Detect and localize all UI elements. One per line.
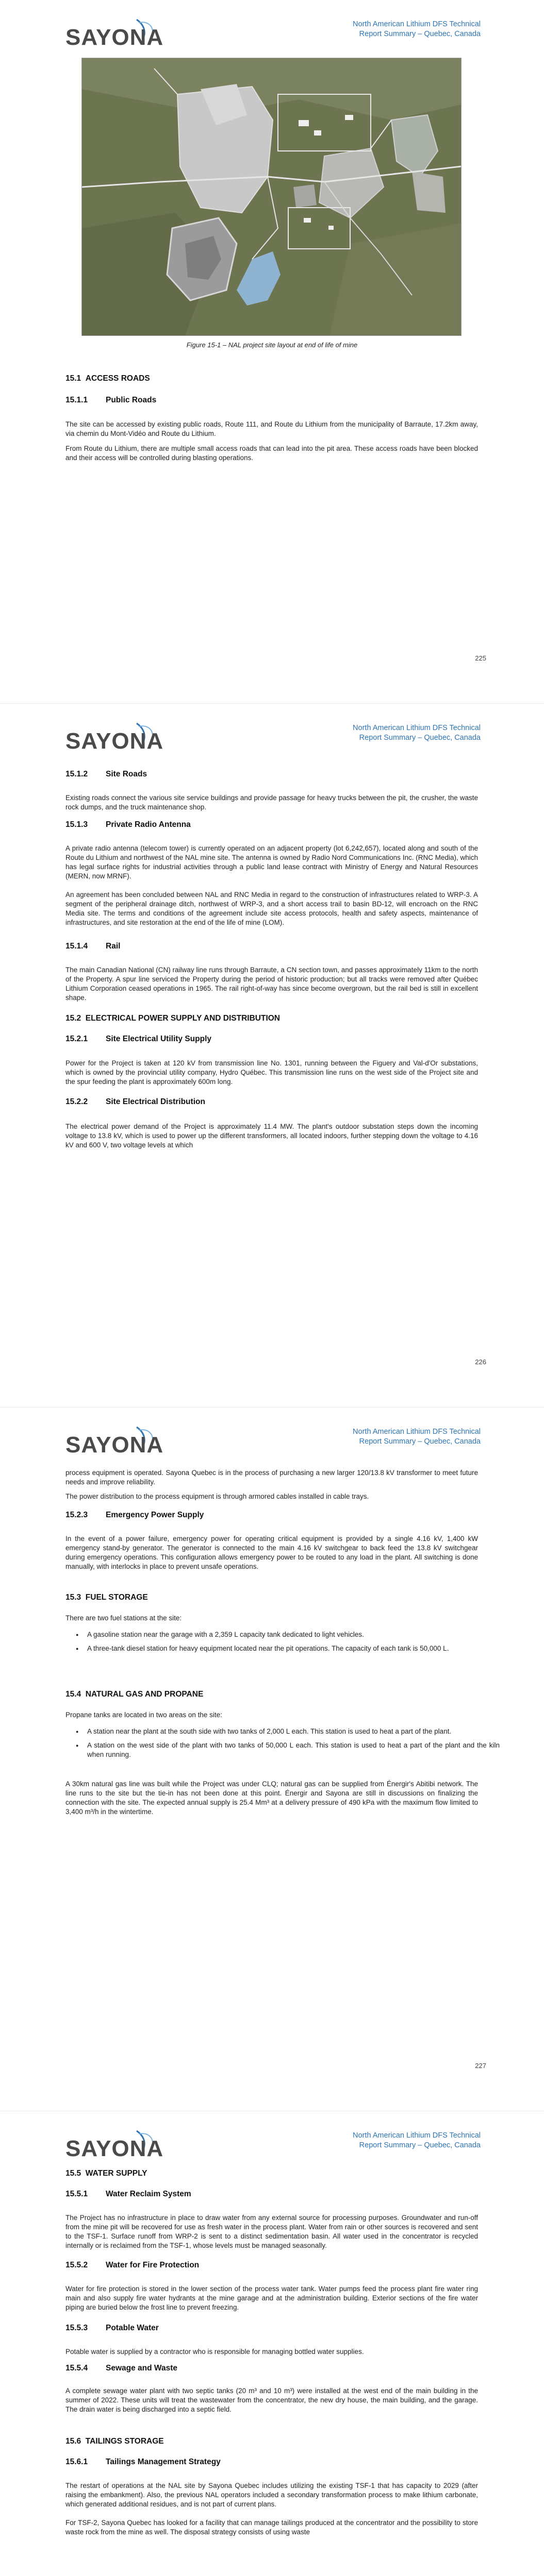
section-heading: 15.3 FUEL STORAGE	[65, 1593, 148, 1602]
subsection-heading: 15.5.3 Potable Water	[65, 2324, 159, 2332]
subsection-heading: 15.6.1 Tailings Management Strategy	[65, 2458, 221, 2466]
logo-text: SAYONA	[65, 728, 164, 754]
page-number: 227	[475, 2062, 486, 2070]
paragraph: There are two fuel stations at the site:	[65, 1614, 182, 1622]
sayona-logo	[65, 15, 169, 52]
paragraph: The power distribution to the process equipment is through armored cables installed in cable trays.	[65, 1493, 369, 1500]
paragraph: An agreement has been concluded between NAL and RNC Media in regard to the construction of infrastructures related to WRP-3. A segment of the peripheral drainage ditch, northwest of WRP-3, and a short access trail to basin BD-12, will encroach on the RNC Media site. The terms and conditions of the agreement include site access protocols, health and safety aspects, maintenance of infrastructures, and site restoration at the end of the life of mine (LOM).	[65, 891, 478, 926]
page-number: 225	[475, 654, 486, 662]
paragraph: Water for fire protection is stored in the lower section of the process water tank. Water pumps feed the process plant fire water ring main and also supply fire water hydrants at the mine garage and at the administration building. Exterior sections of the fire water piping are buried below the frost line to prevent freezing.	[65, 2285, 478, 2311]
subsection-heading: 15.1.1 Public Roads	[65, 396, 157, 404]
report-header	[353, 723, 481, 743]
list-item: ● A station near the plant at the south side with two tanks of 2,000 L each. This station is used to heat a part of the plant.	[87, 1727, 500, 1736]
site-layout-map	[81, 58, 461, 336]
header-line-2: Report Summary – Quebec, Canada	[359, 30, 481, 38]
paragraph: A private radio antenna (telecom tower) is currently operated on an adjacent property (lot 6,242,657), located along and south of the Route du Lithium and northwest of the NAL mine site. The antenna is owned by Radio Nord Communications Inc. (RNC Media), which has legal surface rights for industrial activities through a public land lease contract with Ministry of Energy and Natural Resources (MERN, now MRNF).	[65, 844, 478, 880]
paragraph: A 30km natural gas line was built while the Project was under CLQ; natural gas can be supplied from Énergir's Abitibi network. The line runs to the site but the tie-in has not been done at this point. Énergir and Sayona are still in discussions on finalizing the connection with the site. The expected annual supply is 25.4 Mm³ at a delivery pressure of 490 kPa with the maximum flow limited to 3,400 m³/h in the wintertime.	[65, 1780, 478, 1816]
page-228	[0, 2111, 544, 2576]
paragraph: Existing roads connect the various site service buildings and provide passage for heavy trucks between the pit, the crusher, the waste rock dumps, and the truck maintenance shop.	[65, 794, 478, 811]
paragraph: The electrical power demand of the Project is approximately 11.4 MW. The plant's outdoor substation steps down the incoming voltage to 13.8 kV, which is used to power up the different transformers, all located indoors, further stepping down the voltage to 4.16 kV and 600 V, two voltage levels at which	[65, 1123, 478, 1149]
section-heading: 15.5 WATER SUPPLY	[65, 2169, 147, 2178]
section-heading: 15.2 ELECTRICAL POWER SUPPLY AND DISTRIBUTION	[65, 1014, 280, 1023]
paragraph: For TSF-2, Sayona Quebec has looked for a facility that can manage tailings produced at the concentrator and the possibility to store waste rock from the mine as well. The disposal strategy consists of using waste	[65, 2519, 478, 2536]
list-item: ● A gasoline station near the garage with a 2,359 L capacity tank dedicated to light vehicles.	[87, 1630, 500, 1639]
header-line-2: Report Summary – Quebec, Canada	[359, 1437, 481, 1446]
paragraph: From Route du Lithium, there are multiple small access roads that can lead into the pit area. These access roads have been blocked and their access will be controlled during blasting operations.	[65, 445, 478, 462]
header-line-1: North American Lithium DFS Technical	[353, 20, 481, 28]
bullet-list	[65, 1727, 500, 1764]
page-227	[0, 1408, 544, 2111]
paragraph: In the event of a power failure, emergency power for operating critical equipment is provided by a single 4.16 kV, 1,400 kW emergency stand-by generator. The generator is connected to the main 4.16 kV switchgear to back feed the 13.8 kV switchgear during emergency operations. This configuration allows emergency power to be routed to any load in the plant. All switching is done manually, with interlocks in place to prevent unsafe operations.	[65, 1535, 478, 1570]
subsection-heading: 15.2.1 Site Electrical Utility Supply	[65, 1035, 212, 1043]
figure-caption: Figure 15-1 – NAL project site layout at end of life of mine	[186, 341, 358, 349]
report-header	[353, 1427, 481, 1447]
page-225	[0, 0, 544, 703]
header-line-1: North American Lithium DFS Technical	[353, 1428, 481, 1436]
logo-text: SAYONA	[65, 25, 164, 50]
sayona-logo	[65, 1423, 169, 1459]
header-line-1: North American Lithium DFS Technical	[353, 724, 481, 732]
subsection-heading: 15.2.3 Emergency Power Supply	[65, 1511, 204, 1519]
paragraph: A complete sewage water plant with two septic tanks (20 m³ and 10 m³) were installed at the west end of the main building in the summer of 2022. These units will treat the wastewater from the concentrator, the new dry house, the main building, and the garage. The drain water is being discharged into a septic field.	[65, 2387, 478, 2413]
header-line-2: Report Summary – Quebec, Canada	[359, 734, 481, 742]
site-map-graphic	[82, 58, 461, 335]
list-item: ● A station on the west side of the plant with two tanks of 50,000 L each. This station is used to heat a part of the plant and the kiln when running.	[87, 1741, 500, 1759]
logo-text: SAYONA	[65, 1432, 164, 1458]
report-header	[353, 2131, 481, 2150]
subsection-heading: 15.5.4 Sewage and Waste	[65, 2364, 177, 2372]
section-heading: 15.1 ACCESS ROADS	[65, 374, 150, 383]
list-item: ● A three-tank diesel station for heavy equipment located near the pit operations. The capacity of each tank is 50,000 L.	[87, 1644, 500, 1653]
paragraph: Power for the Project is taken at 120 kV from transmission line No. 1301, running between the Figuery and Val-d'Or substations, which is owned by the provincial utility company, Hydro Québec. This transmission line runs on the west side of the Project site and the spur feeding the plant is approximately 600m long.	[65, 1059, 478, 1086]
header-line-2: Report Summary – Quebec, Canada	[359, 2141, 481, 2149]
paragraph: The main Canadian National (CN) railway line runs through Barraute, a CN section town, and passes approximately 11km to the north of the Property. A spur line serviced the Property during the period of historic production; but all tracks were removed after Québec Lithium Corporation ceased operations in 1965. The rail right-of-way has since become overgrown, but the rail bed is still in excellent shape.	[65, 966, 478, 1002]
paragraph: The restart of operations at the NAL site by Sayona Quebec includes utilizing the existing TSF-1 that has capacity to 2029 (after raising the embankment). Also, the previous NAL operators included a secondary transformation process to make lithium carbonate, which generated additional residues, and is not part of current plans.	[65, 2482, 478, 2508]
report-header	[353, 20, 481, 39]
paragraph: The site can be accessed by existing public roads, Route 111, and Route du Lithium from the municipality of Barraute, 17.2km away, via chemin du Mont-Vidéo and Route du Lithium.	[65, 420, 478, 437]
subsection-heading: 15.5.2 Water for Fire Protection	[65, 2261, 200, 2269]
header-line-1: North American Lithium DFS Technical	[353, 2131, 481, 2140]
bullet-list	[65, 1630, 500, 1658]
logo-text: SAYONA	[65, 2136, 164, 2161]
subsection-heading: 15.2.2 Site Electrical Distribution	[65, 1097, 205, 1106]
subsection-heading: 15.1.2 Site Roads	[65, 770, 147, 778]
section-heading: 15.4 NATURAL GAS AND PROPANE	[65, 1690, 204, 1699]
paragraph: Potable water is supplied by a contractor who is responsible for managing bottled water supplies.	[65, 2348, 364, 2355]
paragraph: process equipment is operated. Sayona Quebec is in the process of purchasing a new larger 120/13.8 kV transformer to meet future needs and improve reliability.	[65, 1469, 478, 1486]
section-heading: 15.6 TAILINGS STORAGE	[65, 2437, 164, 2446]
page-226	[0, 704, 544, 1407]
subsection-heading: 15.1.4 Rail	[65, 942, 121, 951]
sayona-logo	[65, 2127, 169, 2163]
subsection-heading: 15.5.1 Water Reclaim System	[65, 2190, 191, 2198]
page-number: 226	[475, 1358, 486, 1366]
sayona-logo	[65, 719, 169, 755]
subsection-heading: 15.1.3 Private Radio Antenna	[65, 820, 191, 829]
paragraph: Propane tanks are located in two areas on the site:	[65, 1711, 222, 1719]
paragraph: The Project has no infrastructure in place to draw water from any external source for processing purposes. Groundwater and run-off from the mine pit will be recovered for use as fresh water in the process plant. Water from rain or other sources is recovered and sent to the TSF-1. Surface runoff from WRP-2 is sent to a distinct sedimentation basin. All water used in the concentrator is recycled internally or is reclaimed from the TSF-1, whose levels must be managed seasonally.	[65, 2214, 478, 2249]
